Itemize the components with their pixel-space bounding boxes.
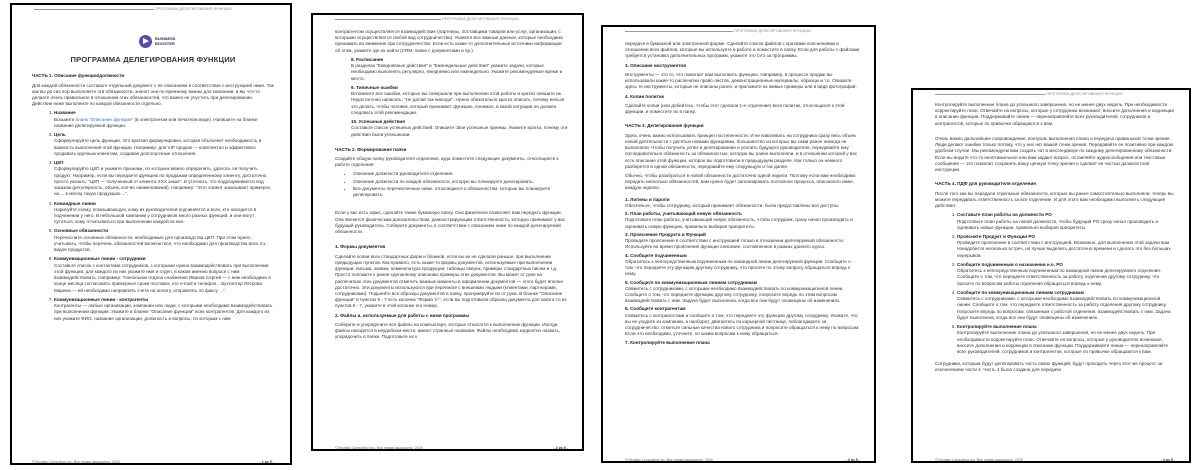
list-item <box>957 262 1175 287</box>
item-text: Составьте список успешных действий. Опишите свои успешные приемы. Укажите кратко, почему эти действия были успешными. <box>351 125 568 137</box>
step-item <box>625 211 860 230</box>
page-2-list <box>335 57 568 138</box>
policies-text: Сделайте копии (или добейтесь, чтобы этот сделали 1-е отделение) всех политик, относящихся к этой функции, и поместите их в папку. <box>625 102 845 115</box>
page-3-body <box>625 41 860 348</box>
step-item <box>625 340 860 346</box>
tools-title: 3. Описание инструментов <box>625 62 687 68</box>
files-text: Соберите и упорядочите все файлы на компьютере, которые относятся к выполнению функции. Иногда файлы находятся в неудобном месте, имеют странные названия. Файлы необходимо корректно назвать, упорядочить в папки. Подготовьте их к <box>335 321 561 340</box>
bullet-item: • Все документы перечисленные ниже, относящиеся к обязанностям, которые вы планируете делегировать. <box>353 186 568 198</box>
logo-line-2: BOOSTER <box>155 40 175 46</box>
document-page-4 <box>911 88 1191 463</box>
page-number: - 4 из 5 - <box>1160 458 1175 462</box>
logo-line-1: BUSINESS <box>155 36 176 42</box>
continued-text: контрагентом осуществляется взаимодействие (партнеры, поставщики товаров или услуг, организации, с которыми осуществляется любой вид сотрудничества). Укажите все важные данные, которые необходимо принимать во внимание при сотрудничестве. Если есть какие-то дополнительные источники информации об этом, укажите где их найти (CRM, папки с документами и пр.). <box>335 29 564 53</box>
step-text: Обратитесь к непосредственным подчиненным по командной линии делегируемой функции. Сообщите о том, что передаете эту функцию другому сотруднику, что просите по этому вопросу обращаться впредь к нему. <box>625 258 851 277</box>
page-header <box>935 92 1175 97</box>
final-paragraph: Сотрудники, которым будут делегировать часть своих функций, будут проходить через этот же процесс за исключением части 4. Часть 4 была создана для передачи <box>935 361 1163 373</box>
page-number: - 3 из 5 - <box>845 458 860 462</box>
page-header <box>625 29 860 34</box>
part1-intro: Для каждой обязанности составьте отдельный документ с ее описанием в соответствии с инструкцией ниже. Так как вы до сих пор выполняете эти обязанности, значит они по-прежнему важны для компании, и вы что-то делаете очень правильное в отношении этих обязанностей, что важно не упустить при делегировании. Действие ниже выполните по каждой обязанности отдельно. <box>32 82 274 107</box>
item-title: 5. Контролируйте выполнение плана <box>957 324 1037 330</box>
step-text: Обеспечьте, чтобы сотруднику, который принимает обязанности, были предоставлены все доступы. <box>625 202 840 208</box>
part2-title: ЧАСТЬ 2. Формирование папки <box>335 146 407 152</box>
list-item <box>957 212 1175 231</box>
item-title: 6. Коммуникационные линии - сотрудники <box>54 256 146 262</box>
part3-title: ЧАСТЬ 3. Делегирование функции <box>625 123 704 129</box>
page-number: - 2 из 5 - <box>553 446 568 450</box>
header-rule <box>335 19 441 20</box>
bullet-item: • Описание должности по каждой обязанности, которую вы планируете делегировать. <box>353 179 568 185</box>
step-item <box>625 280 860 305</box>
header-text: ПРОГРАММА ДЕЛЕГИРОВАНИЯ ФУНКЦИИ <box>734 29 811 33</box>
step-item <box>625 306 860 337</box>
part3-paragraph-2: Обычно, чтобы разобраться в новой обязанности достаточно одной недели. Поэтому если вам необходимо передать несколько обязанностей, вам нужно будет запланировать поэтапное процесса, описанного ниже, каждую неделю. <box>625 172 856 191</box>
item-text: (в электронном или печатном виде). Напишите на бланке название делегируемой функции. <box>54 116 258 128</box>
item-text: Нарисуйте схему, показывающую, кому из руководителей подчиняется и всех, кто находится в подчинении у него. В небольшой компании у сотрудников много разных функций, и они могут путаться, кому отчитываться при выполнении каждой из них. <box>54 206 257 225</box>
header-text: ПРОГРАММА ДЕЛЕГИРОВАНИЯ ФУНКЦИИ <box>155 7 232 11</box>
tools-text: Инструменты — это то, что помогает вам выполнить функцию. Например, в процессе продаж вы использовали какие-то распечатки прайс-листов, демонстрационные материалы, образцы и т.п. Опишите здесь те инструменты, которые не описаны ранее, и приложите их живые примеры или в виде фотографий. <box>625 71 857 90</box>
list-item <box>957 234 1175 259</box>
list-item <box>351 57 568 82</box>
footer-copyright: ©Visotsky Consulting Inc. Все права защищены. 2020 <box>32 460 120 464</box>
item-text: Сформулируйте цель функции. Это краткая формулировка, которая объясняет необходимость и важность выполнения этой функции. Например: для VIP продаж — комплектно и эффективно продавать крупным клиентам, создавая долгосрочные отношения. <box>54 138 262 156</box>
item-text: Контрагенты — любые организации, компании или люди, с которыми необходимо взаимодействовать при выполнении функции. Укажите в бланке "Описание функции" всех контрагентов. Для каждого из них укажите ФИО, название организации, должность и вопросы, по которым с ним <box>54 303 273 321</box>
item-title: 2. Проясните Продукт и Функции РО <box>957 233 1035 239</box>
business-booster-logo <box>139 35 175 48</box>
item-text: Контролируйте выполнение плана до успешного завершения, но не менее двух недель. При необходимости корректируйте план. Отвечайте на вопросы, которые у руководителя возникают, вносите дополнения и коррекции в описание функции. Поддерживайте линии — перенаправляйте всех руководителей, сотрудников и контрагентов, которые по привычке обращаются к вам. <box>957 330 1169 354</box>
item-text: Свяжитесь с сотрудниками, с которыми необходимо взаимодействовать по коммуникационной линии. Сообщите о том, что передаете ответственность за работу отделения другому сотруднику, попросите впредь по вопросам, связанным с работой отделения, взаимодействовать с ним. Задача будет выполнена, когда все они будут оповещены об изменениях. <box>957 296 1171 320</box>
part4-intro: После того как вы передали отдельные обязанности, которые вы ранее самостоятельно выполняли, теперь вы можете передавать ответственность за все отделение. И для этого вам необходимо выполнить следующие действия: <box>935 190 1174 209</box>
page-2-body <box>335 29 568 344</box>
item-text: Подготовьте план работы на новой должности, чтобы будущий РО сразу начал производить и оценивать новые функции, правильно выбирая приоритеты. <box>957 218 1159 230</box>
item-title: 3. Сообщите подчиненным о назначении н.о. РО <box>957 261 1063 267</box>
forms-title: 1. Формы документов <box>335 244 386 250</box>
bullet-item: • Описание должности руководителя отделения. <box>353 171 568 177</box>
part1-list <box>32 110 274 321</box>
continued-text: передаче в бумажной или электронной форме. Сделайте список файлов с краткими пояснениями в отношении всех файлов, которые вы используете в работе и поместите в папку. Если для работы с файлами требуется установка дополнительных программ, укажите это (это за программы. <box>625 41 860 59</box>
item-title: Расписание <box>356 56 384 62</box>
step-title: 2. План работы, учитывающий новую обязанность <box>625 211 742 217</box>
item-title: Типичные ошибки <box>356 84 398 90</box>
item-title: Успешные действия <box>358 119 405 125</box>
logo-mark-icon <box>139 35 152 48</box>
list-item <box>957 290 1175 321</box>
item-text: В разделах "Ежедневные действия" и "Еженедельные действия" укажите задачи, которые необходимо выполнять регулярно, ежедневно или еженедельно. Укажите рекомендуемое время и место. <box>351 63 563 81</box>
item-title: 4. Сообщите по коммуникационным линиям сотрудникам <box>957 289 1084 295</box>
part4-list <box>935 212 1175 355</box>
part4-title: ЧАСТЬ 4. ПДФ для руководителя отделения <box>935 181 1036 187</box>
list-item <box>351 119 568 138</box>
list-item <box>957 324 1175 355</box>
header-rule <box>34 9 154 10</box>
step-item <box>625 253 860 278</box>
part1-title: ЧАСТЬ 1. Описание функции/должности <box>32 73 125 79</box>
document-page-3 <box>601 25 876 463</box>
item-title: 1. Составьте план работы на должности РО <box>957 212 1052 218</box>
item-number: 10. <box>351 119 358 125</box>
list-item <box>54 132 274 157</box>
header-rule <box>935 94 1045 95</box>
header-text: ПРОГРАММА ДЕЛЕГИРОВАНИЯ ФУНКЦИИ <box>442 17 519 21</box>
page-header <box>335 17 568 22</box>
part2-bullets <box>335 171 568 198</box>
step-item <box>625 197 860 209</box>
step-text: Проведите прояснение в соответствии с инструкцией только в отношении делегируемой обязанности. Используйте во время прояснения функции описание, составленное в рамках данного курса. <box>625 238 845 250</box>
item-title: 1. Название <box>54 110 76 116</box>
list-item <box>54 160 274 197</box>
step-title: 1. Логины и пароли <box>625 196 670 202</box>
document-title: ПРОГРАММА ДЕЛЕГИРОВАНИЯ ФУНКЦИИ <box>70 55 236 64</box>
list-item <box>54 228 274 253</box>
item-title: 2. Цель <box>54 132 66 138</box>
item-text: Составьте список с контактами сотрудников, с которыми нужно взаимодействовать при выполнении этой функции, для каждого из них укажите имя и отдел, в каком именно вопросе с ним взаимодействовать. Например: "Начальник отдела снабжения Иванов Сергей — с ним необходимо в конце месяца согласовать примерные сроки поставок, его e-mail и телефон... Бухгалтер Петрова Марина — ей необходимо направлять счета на оплату, отправлять по факсу ...". <box>54 262 271 293</box>
step-title: 3. Прояснение Продукта и Функций <box>625 231 706 237</box>
item-text: Возьмите <box>54 116 76 122</box>
header-text: ПРОГРАММА ДЕЛЕГИРОВАНИЯ ФУНКЦИИ <box>1046 92 1123 96</box>
step-text: Свяжитесь с сотрудниками, с которыми необходимо взаимодействовать по коммуникационной линии. Сообщите о том, что передаете функцию другому сотруднику, попросите впредь по этим вопросам взаимодействовать с ним. Задача будет выполнена, когда все они будут оповещены об изменениях. <box>625 285 844 304</box>
page-1-body <box>32 55 274 325</box>
part3-steps <box>625 197 860 346</box>
header-rule <box>625 31 733 32</box>
forms-text: Сделайте копии всех стандартных форм и бланков, если вы их не сделали раньше, при выполнении предыдущих пунктов. Как правило, есть какие-то формы документов, используемые при выполнении функции: письма, заявки, номенклатура продукции, таблицы сверок, примеры стандартных писем и т.д. Просто положите к ранее сделанному описанию примеры этих документов. Вы может от руки на распечатках этих документов отметить важные моменты в оформлении документов — этого будет вполне достаточно. Эти документы используются при переписке с внешними людьми (клиентами, партнерами, сотрудниками). Подшейте все образцы документов в папку, пронумеруйте их от руки. В бланке "Описание функции" в пунктах 5 - 7 есть колонка "Форма т/-", если вы подготовили образец документа для какого-то из пунктов 5 - 7, укажите в этой колонке его номер. <box>335 253 567 309</box>
page-header <box>34 7 272 12</box>
continued-text: Контролируйте выполнение плана до успешного завершения, но не менее двух недель. При необходимости корректируйте план. Отвечайте на вопросы, которые у сотрудника возникают, вносите дополнения и коррекции в описание функции. Поддерживайте линии — перенаправляйте всех руководителей, сотрудников и контрагентов, которые по привычке обращаются к вам. <box>935 102 1174 126</box>
item-title: 5. Основные обязанности <box>54 228 109 234</box>
list-item <box>54 297 274 322</box>
item-text: Сформулируйте ЦКП и укажите признаки, по которым можно определить, удалось ли получить продукт. Например, если вы передаете функцию по продажам определенному клиенту, достаточно просто указать: "ЦКП — полученный от клиента XXX заказ". И уточнить, что подразумевается под заказом (регулярность, объем, кол-во наименований). Например: "Этот клиент заказывает примерно на ... в месяц такую продукцию ...". <box>54 166 271 197</box>
step-title: 4. Сообщите подчиненным <box>625 252 687 258</box>
step-title: 5. Сообщите по коммуникационным линиям сотрудникам <box>625 279 757 285</box>
item-title: 4. Командные линии <box>54 200 96 206</box>
step-title: 6. Сообщите контрагентам <box>625 306 686 312</box>
item-text: Обратитесь к непосредственным подчиненным по командной линии делегируемого отделения. Сообщите о том, что передаете ответственность за работу отделения другому сотруднику, что просите по вопросам работы отделения обращаться впредь к нему. <box>957 268 1162 286</box>
policies-title: 4. Копии политик <box>625 93 664 99</box>
page-4-body <box>935 102 1175 377</box>
list-item <box>54 256 274 293</box>
function-form-link[interactable]: бланк "Описание функции" <box>75 116 134 122</box>
step-text: Подготовьте план работы, учитывающий новую обязанность, чтобы сотрудник, сразу начал производить и оценивать новую функцию, правильно выбирая приоритеты. <box>625 217 853 229</box>
part2-intro: Создайте общую папку руководителя отделения, куда поместите следующие документы, относящиеся к работе отделения: <box>335 155 559 168</box>
step-title: 7. Контролируйте выполнение плана <box>625 339 710 345</box>
item-number: 9. <box>351 84 355 90</box>
part2-paragraph: Если у вас есть офис, сделайте также бумажную папку. Она физически позволяет вам передать функции. Она является физическим доказательством, демонстрирующим ответственность, которую принимает у вас будущий руководитель. Соберите документы, в соответствии с описанием ниже по каждой делегируемой обязанности. <box>335 210 566 235</box>
document-page-2 <box>311 13 584 451</box>
item-text: Проведите прояснение в соответствии с инструкцией. Возможно, для выполнения этой задачи вам понадобится несколько встреч, но лучше выделить достаточно времени и сделать это без больших перерывов. <box>957 240 1171 258</box>
list-item <box>54 201 274 226</box>
item-text: Вспомните все ошибки, которые вы совершали при выполнении этой работы и кратко опишите их. Недостаточно написать: "Не делай так никогда". Нужно обязательно кратко описать, почему нельзя это делать, чтобы человек, который принимает функцию, понимал, в какой ситуации он должен следовать этой рекомендации. <box>351 91 565 115</box>
part3-paragraph-1: Здесь очень важно использовать принцип постепенности. И не взваливать на сотрудника сразу весь объем новой деятельности с десятью новыми функциями, большинство из которых вы сами ранее никогда не выполняли. Чтобы получить успех в делегировании и усилить будущего руководителя, передавайте ему последовательно обязанность за обязанностью, которую вы ранее выполняли, и в отношении которой у вас есть описание этой функции, которое вы подготовили в предыдущем разделе. Как только он немного разберется в одной обязанности, передавайте ему следующую и так далее. <box>625 132 858 169</box>
item-title: 3. ЦКП <box>54 160 64 166</box>
list-item <box>351 85 568 116</box>
list-item <box>54 110 274 129</box>
footer-copyright: ©Visotsky Consulting Inc. Все права защищены. 2020 <box>335 446 423 450</box>
footer-copyright: ©Visotsky Consulting Inc. Все права защищены. 2020 <box>935 458 1023 462</box>
page-number: - 1 из 5 - <box>259 460 274 464</box>
document-page-1 <box>10 3 292 465</box>
files-title: 2. Файлы и, используемые для работы с ними программы <box>335 312 470 318</box>
step-text: Свяжитесь с контрагентами и сообщите о том, что передаете эту функцию другому сотруднику. Укажите, что вы не уходите из компании, а наоборот, двигаетесь по карьерной лестнице, поблагодарите за сотрудничество, отметьте сильные качества нового сотрудника и попросите обращаться к нему по вопросам. Если это необходимо, уточните, по каким вопросам к нему обращаться. <box>625 312 860 337</box>
item-text: Перечислите основные обязанности, необходимые для производства ЦКП. При этом нужно учитывать, чтобы перечень обязанностей включал все, что необходимо для производства всех 4-х видов продуктов. <box>54 234 266 253</box>
step-item <box>625 232 860 251</box>
item-title: 7. Коммуникационные линии - контрагенты <box>54 296 149 302</box>
support-paragraph: Очень важно дальнейшее сопровождение, контроль выполнения плана и передача правильной точки зрения. Люди делают ошибки только потому, что у них нет вашей точки зрения. Передавайте ее позитивно при каждом удобном случае. Мы рекомендуем вам создать чат в мессенджере по каждому делегированному обязанности. Если вы видите что-то неоптимальное или вам задают вопрос, оставляйте аудиосообщения или текстовые сообщения — это позволит сохранить вашу ценную точку зрения и сделает ее частью должностной инструкции. <box>935 135 1173 173</box>
footer-copyright: ©Visotsky Consulting Inc. Все права защищены. 2020 <box>625 458 713 462</box>
item-number: 8. <box>351 56 355 62</box>
